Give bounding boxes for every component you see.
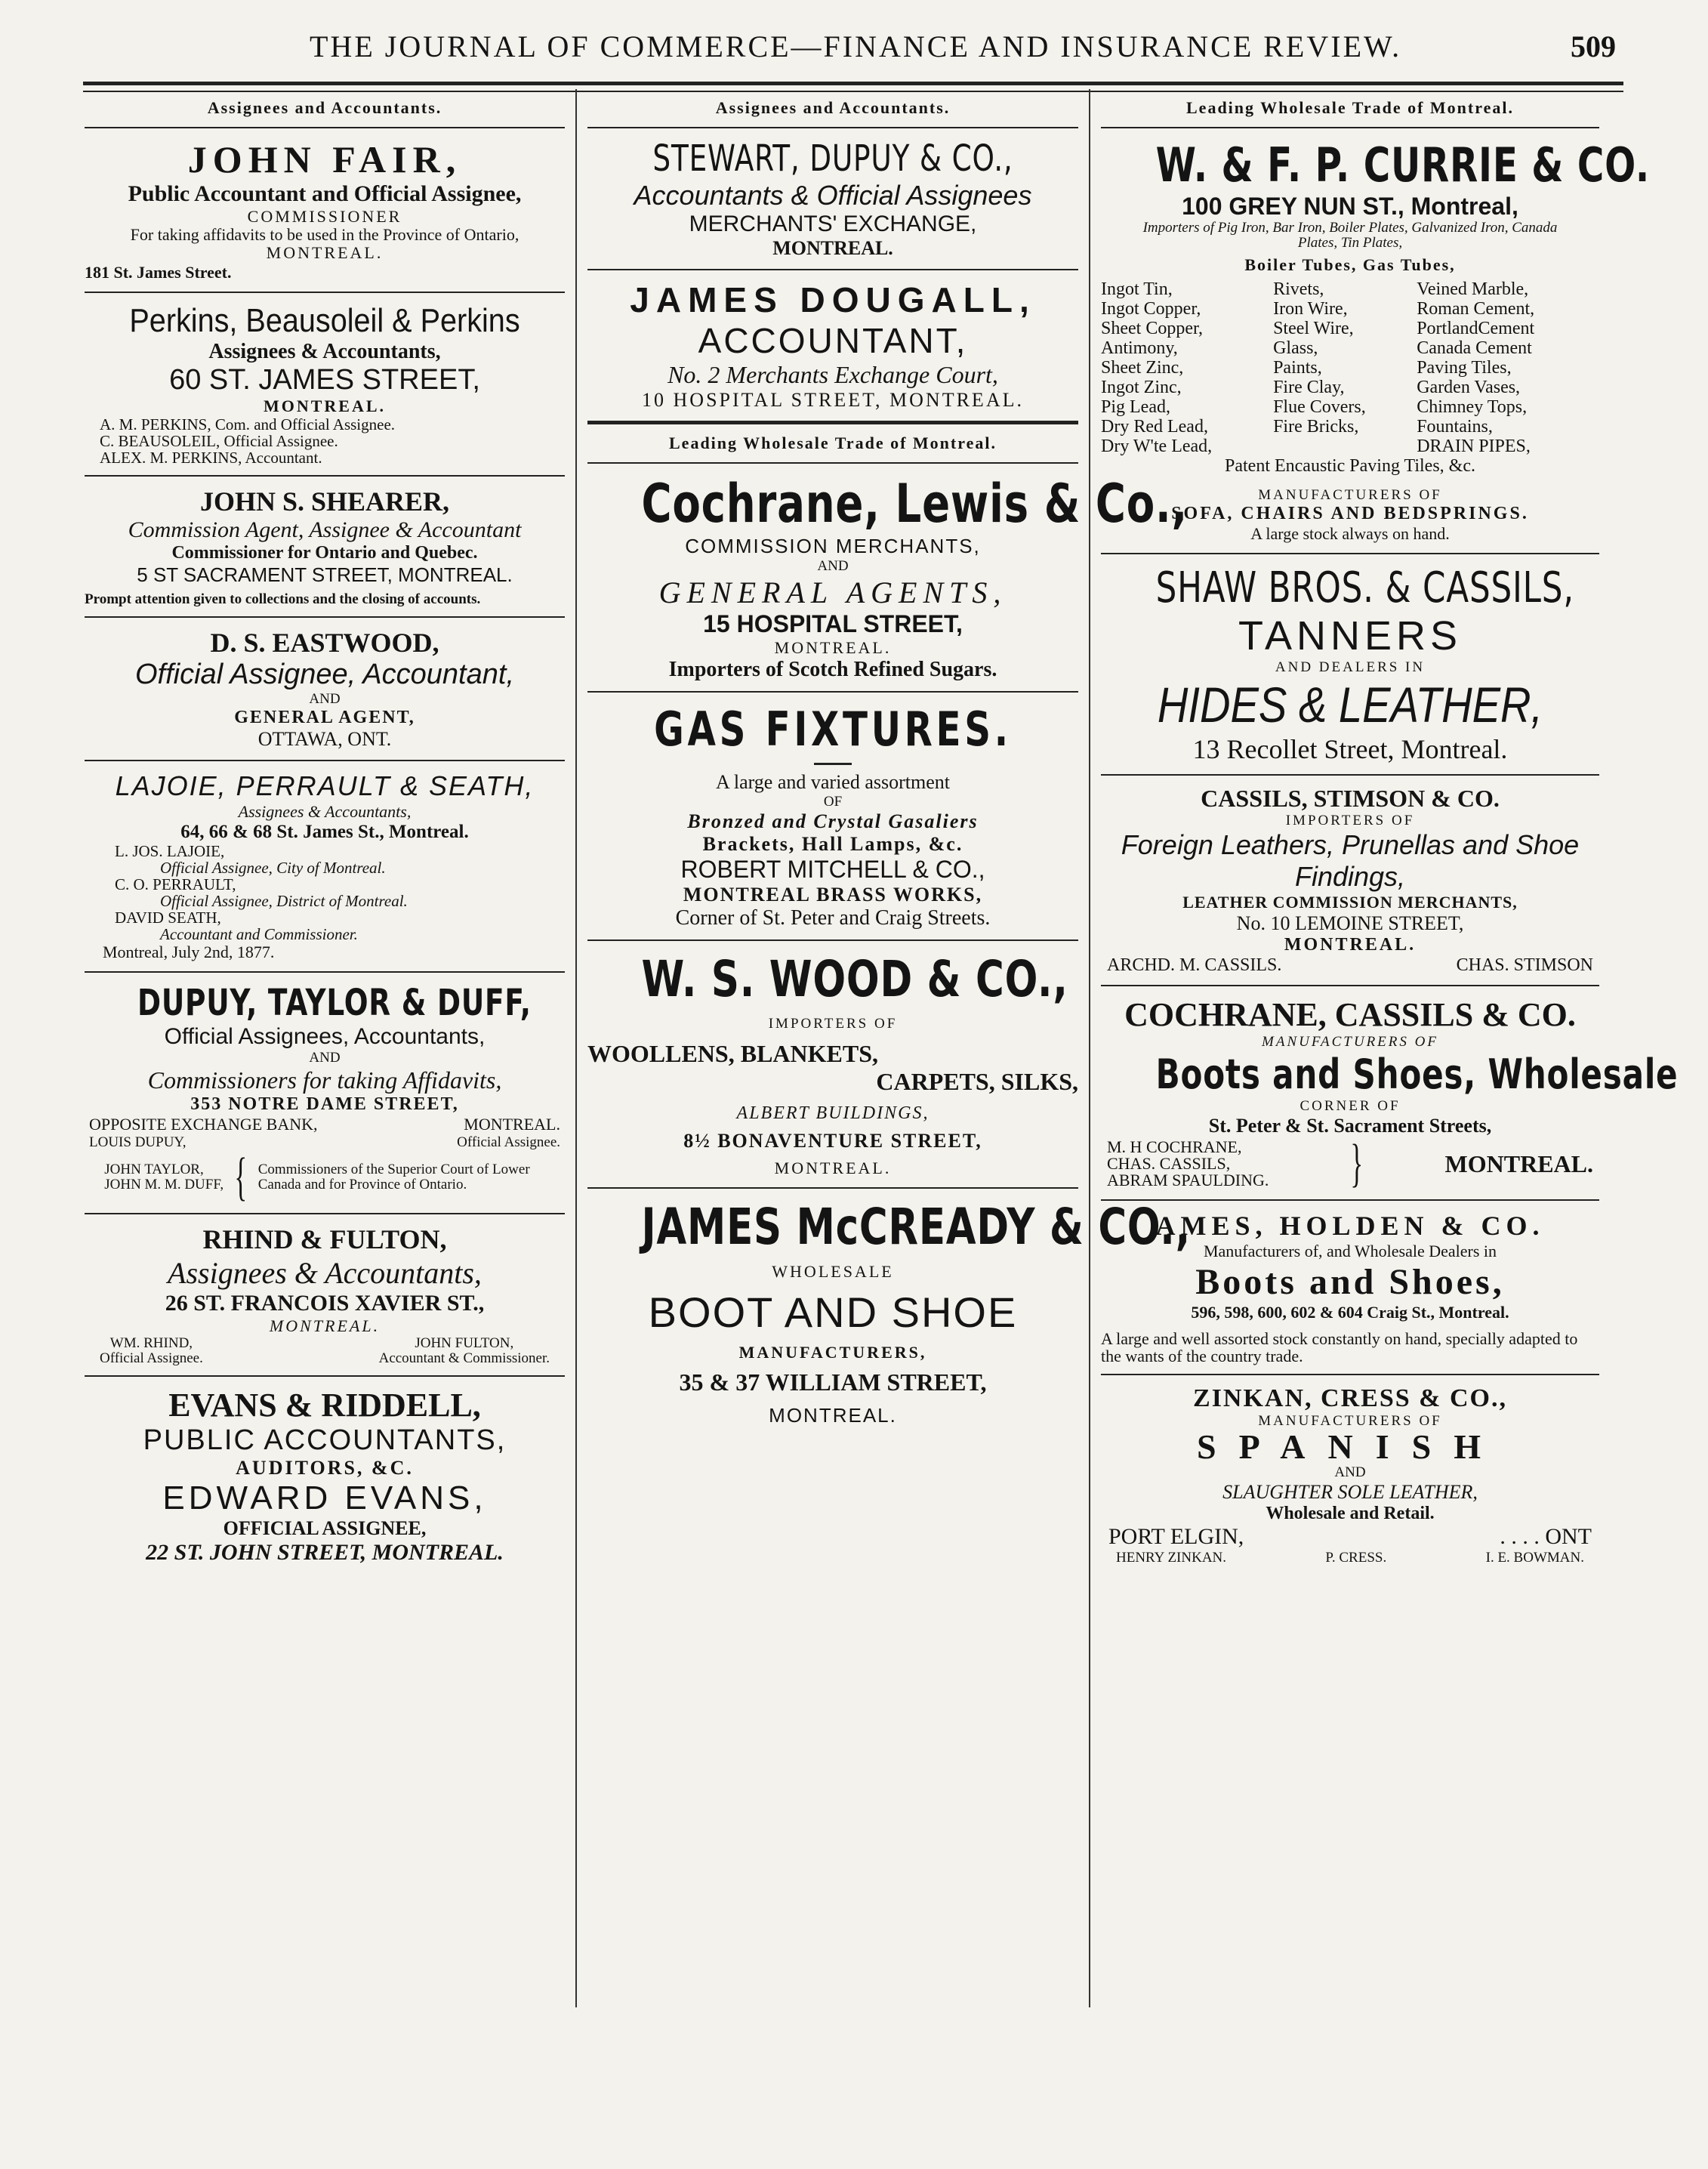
ad-shearer [85,486,565,607]
ad-line: 10 HOSPITAL STREET, MONTREAL. [642,389,1024,411]
ad-line: MONTREAL. [1284,935,1417,955]
ad-line: 8½ BONAVENTURE STREET, [683,1130,982,1152]
ad-line: Commissioners for taking Affidavits, [147,1066,502,1094]
ad-line: SLAUGHTER SOLE LEATHER, [1222,1481,1478,1503]
divider [85,1375,565,1377]
ad-line: 353 NOTRE DAME STREET, [190,1094,459,1114]
ad-line: MANUFACTURERS OF [1258,487,1442,503]
divider [85,971,565,973]
ad-line: CHAS. STIMSON [1456,955,1593,975]
ad-line: 100 GREY NUN ST., Montreal, [1182,193,1518,220]
ad-name: D. S. EASTWOOD, [210,628,439,658]
goods-row [1101,397,1599,417]
ad-line: ARCHD. M. CASSILS. [1107,955,1282,975]
ad-line: I. E. BOWMAN. [1485,1550,1584,1566]
ad-line: AND DEALERS IN [1275,659,1426,675]
divider [587,421,1078,424]
ad-rhind-fulton [85,1223,565,1366]
goods-row [1101,358,1599,378]
ad-line: MONTREAL BRASS WORKS, [683,884,983,906]
ad-line: HIDES & LEATHER, [1157,677,1543,733]
goods-row [1101,279,1599,299]
ad-line: 26 ST. FRANCOIS XAVIER ST., [165,1291,485,1316]
journal-title: THE JOURNAL OF COMMERCE—FINANCE AND INSURANCE REVIEW. [310,29,1402,63]
divider [1101,1199,1599,1201]
ad-line: No. 10 LEMOINE STREET, [1236,912,1464,934]
ad-line: Public Accountant and Official Assignee, [128,181,522,206]
ad-line: MONTREAL. [263,396,387,415]
goods-item: Ingot Zinc, [1101,378,1182,397]
divider [1101,1374,1599,1375]
ad-line: AND [309,1050,341,1066]
ad-line: 181 St. James Street. [85,263,232,282]
ad-cochrane-cassils [1101,995,1679,1192]
divider [587,127,1078,128]
goods-item: Antimony, [1101,338,1178,358]
brace-glyph: } [1350,1134,1364,1192]
ad-line: ACCOUNTANT, [698,321,968,360]
goods-row [1101,299,1599,319]
divider [587,939,1078,941]
ad-cassils-stimson [1101,785,1599,976]
goods-item: Pig Lead, [1101,397,1170,417]
ad-line: C. O. PERRAULT, [115,875,236,893]
ad-line: Manufacturers of, and Wholesale Dealers in [1203,1242,1497,1260]
goods-item: Ingot Tin, [1101,279,1173,299]
ad-line: ALBERT BUILDINGS, [736,1103,930,1123]
ad-lajoie [85,770,565,962]
goods-item: Ingot Copper, [1101,299,1201,319]
ad-line: 64, 66 & 68 St. James St., Montreal. [180,822,469,842]
ad-line: Official Assignee, City of Montreal. [160,859,386,877]
divider [85,127,565,128]
goods-item: Dry Red Lead, [1101,417,1208,437]
goods-item: Dry W'te Lead, [1101,437,1213,456]
ad-currie [1101,137,1651,544]
ad-name: COCHRANE, CASSILS & CO. [1124,996,1576,1033]
ad-name: ZINKAN, CRESS & CO., [1193,1384,1507,1412]
divider [1101,985,1599,986]
ad-line: OFFICIAL ASSIGNEE, [223,1517,427,1539]
ad-ws-wood [587,950,1078,1178]
ad-john-fair [85,137,565,282]
ad-line: ROBERT MITCHELL & CO., [680,856,985,883]
section-title: Assignees and Accountants. [715,98,951,117]
ad-name: DUPUY, TAYLOR & DUFF, [137,982,532,1024]
ad-line: JOHN FULTON, [415,1335,514,1351]
ad-line: OTTAWA, ONT. [257,728,392,750]
section-title: Leading Wholesale Trade of Montreal. [1186,98,1514,117]
ad-line: SPANISH [1197,1427,1503,1466]
ad-line: MONTREAL. [269,1316,381,1335]
ad-line: Importers of Pig Iron, Bar Iron, Boiler Plates, Galvanized Iron, Canada Plates, Tin Plates, [1142,220,1558,251]
short-rule [814,763,852,765]
ad-line: Boiler Tubes, Gas Tubes, [1244,255,1456,274]
ad-line: A large and varied assortment [716,771,950,793]
ad-line: IMPORTERS OF [1285,813,1415,828]
ad-name: Perkins, Beausoleil & Perkins [129,302,520,339]
ad-line: Assignees & Accountants, [238,802,412,821]
ad-line: MONTREAL. [464,1115,560,1134]
ad-name: CASSILS, STIMSON & CO. [1201,785,1500,812]
divider [1101,127,1599,128]
ad-line: WM. RHIND, [109,1335,193,1351]
goods-item [1273,437,1417,456]
ad-line: A. M. PERKINS, Com. and Official Assignee. [100,415,396,433]
ad-name: LAJOIE, PERRAULT & SEATH, [115,770,535,801]
goods-item: PortlandCement [1417,319,1535,338]
goods-item: Chimney Tops, [1417,397,1528,417]
ad-line: LEATHER COMMISSION MERCHANTS, [1182,893,1518,912]
goods-row [1101,417,1599,437]
ad-line: Foreign Leathers, Prunellas and Shoe Findings, [1121,829,1580,892]
ad-line: Prompt attention given to collections and the closing of accounts. [85,591,481,607]
section-title: Assignees and Accountants. [207,98,442,117]
ad-line: Bronzed and Crystal Gasaliers [687,810,979,832]
section-heading [587,98,1078,118]
ad-line: 35 & 37 WILLIAM STREET, [679,1368,987,1396]
ad-line: LOUIS DUPUY, [89,1134,187,1150]
ad-line: Official Assignees, Accountants, [164,1024,486,1049]
divider [587,1187,1078,1189]
goods-item: Glass, [1273,338,1318,358]
column-divider [1089,89,1090,2007]
divider [85,1213,565,1214]
ad-line: MONTREAL. [774,1159,892,1177]
ad-cochrane-lewis [587,473,1189,682]
ad-eastwood [85,627,565,751]
ad-line: OPPOSITE EXCHANGE BANK, [89,1115,318,1134]
goods-item: Garden Vases, [1417,378,1521,397]
ad-line: OF [823,794,843,810]
goods-item: Canada Cement [1417,338,1532,358]
brace-glyph: { [234,1148,248,1206]
ad-line: Wholesale and Retail. [1266,1504,1435,1523]
ad-line: C. BEAUSOLEIL, Official Assignee. [100,432,338,450]
ad-line: COMMISSIONER [247,207,402,226]
ad-line: Boots and Shoes, [1195,1262,1505,1302]
ad-line: MONTREAL. [769,1404,897,1427]
ad-line: Montreal, July 2nd, 1877. [103,943,275,961]
ad-line: MERCHANTS' EXCHANGE, [689,211,977,236]
ad-name: JAMES McCREADY & CO., [641,1198,1191,1256]
ad-line: A large stock always on hand. [1250,524,1450,543]
ad-line: IMPORTERS OF [768,1016,898,1032]
divider [85,292,565,293]
goods-item: Fire Clay, [1273,378,1345,397]
ad-line: CARPETS, SILKS, [876,1068,1078,1095]
ad-line: ALEX. M. PERKINS, Accountant. [100,449,322,467]
ad-line: L. JOS. LAJOIE, [115,842,225,860]
goods-item: Veined Marble, [1417,279,1529,299]
ad-stewart-dupuy [587,137,1078,260]
ad-name: EVANS & RIDDELL, [168,1387,481,1424]
ad-line: GENERAL AGENT, [234,708,415,727]
ad-line: DAVID SEATH, [115,909,221,927]
section-heading [587,433,1078,453]
ad-line: Boots and Shoes, Wholesale [1155,1051,1679,1098]
ad-ames-holden [1101,1210,1599,1365]
ad-line: COMMISSION MERCHANTS, [685,535,981,557]
ad-line: Accountant and Commissioner. [160,925,358,943]
ad-line: MONTREAL. [772,237,893,259]
ad-line: 60 ST. JAMES STREET, [169,364,480,396]
section-heading [85,98,565,118]
divider [1101,553,1599,554]
column-3 [1101,97,1679,2015]
ad-name: W. & F. P. CURRIE & CO. [1155,137,1651,193]
ad-line: No. 2 Merchants Exchange Court, [667,361,998,388]
ad-name: JAMES DOUGALL, [630,280,1036,319]
ad-perkins [85,302,565,466]
divider [85,475,565,477]
goods-list [1101,279,1599,456]
ad-line: MANUFACTURERS OF [1262,1034,1438,1050]
ad-evans-riddell [85,1386,565,1566]
ad-line: MANUFACTURERS, [738,1343,927,1362]
ad-line: MANUFACTURERS OF [1258,1413,1442,1429]
ad-name: JOHN FAIR, [187,138,462,180]
ad-james-dougall [587,279,1078,412]
divider [1101,774,1599,776]
ad-line: 596, 598, 600, 602 & 604 Craig St., Montreal. [1191,1303,1509,1322]
ad-line: Patent Encaustic Paving Tiles, &c. [1225,456,1475,476]
ad-line: MONTREAL. [1444,1149,1593,1177]
ad-name: SHAW BROS. & CASSILS, [1155,563,1574,612]
divider [587,462,1078,464]
ad-line: Commission Agent, Assignee & Accountant [128,517,522,542]
ad-dupuy-taylor [85,982,565,1204]
goods-item: Fire Bricks, [1273,417,1359,437]
divider [85,760,565,761]
goods-row [1101,437,1599,456]
page-number: 509 [1571,29,1616,63]
goods-item: Paints, [1273,358,1322,378]
section-heading [1101,98,1599,118]
goods-item: Paving Tiles, [1417,358,1512,378]
ad-line: 15 HOSPITAL STREET, [703,610,963,637]
goods-item: DRAIN PIPES, [1417,437,1531,456]
goods-item: Sheet Copper, [1101,319,1204,338]
ad-line: PUBLIC ACCOUNTANTS, [143,1424,507,1456]
ad-line: JOHN TAYLOR, [104,1162,204,1177]
ad-line: M. H COCHRANE, [1107,1137,1242,1156]
ad-line: WOOLLENS, BLANKETS, [587,1040,878,1067]
ad-line: AND [817,558,849,574]
ad-line: 13 Recollet Street, Montreal. [1192,734,1508,764]
ad-line: MONTREAL. [774,638,892,657]
ad-line: Official Assignee, District of Montreal. [160,892,408,910]
ad-line: Brackets, Hall Lamps, &c. [702,833,963,855]
ad-line: Corner of St. Peter and Craig Streets. [675,906,991,930]
ad-line: AND [309,691,341,707]
ad-line: HENRY ZINKAN. [1116,1550,1227,1566]
ad-line: Official Assignee. [100,1350,203,1366]
ad-line: AUDITORS, &C. [236,1457,414,1479]
ad-line: SOFA, CHAIRS AND BEDSPRINGS. [1171,504,1529,523]
ad-mccready [587,1198,1191,1427]
ad-line: A large and well assorted stock constantly on hand, specially adapted to the wants of the country trade. [1101,1329,1578,1365]
ad-line: Accountants & Official Assignees [634,180,1032,211]
goods-item: Iron Wire, [1273,299,1348,319]
ad-line: PORT ELGIN, [1108,1524,1244,1549]
divider [587,691,1078,693]
ad-line: Importers of Scotch Refined Sugars. [668,658,997,681]
column-1 [85,97,565,2015]
ad-name: Cochrane, Lewis & Co., [641,473,1189,535]
ad-name: AMES, HOLDEN & CO. [1155,1211,1545,1241]
ad-line: 22 ST. JOHN STREET, MONTREAL. [146,1540,504,1565]
goods-row [1101,378,1599,397]
ad-line: Official Assignee, Accountant, [135,659,514,690]
ad-line: . . . . ONT [1500,1524,1592,1549]
section-title: Leading Wholesale Trade of Montreal. [669,433,997,452]
page-header [83,29,1616,74]
ad-line: ABRAM SPAULDING. [1107,1171,1269,1189]
ad-shaw-bros [1101,563,1599,765]
goods-item: Fountains, [1417,417,1493,437]
header-rule-thin [83,91,1623,92]
ad-line: P. CRESS. [1325,1550,1387,1566]
divider [587,269,1078,270]
goods-item: Roman Cement, [1417,299,1535,319]
goods-item: Sheet Zinc, [1101,358,1184,378]
ad-line: Accountant & Commissioner. [378,1350,550,1366]
goods-item: Rivets, [1273,279,1324,299]
column-divider [575,89,577,2007]
ad-line: GENERAL AGENTS, [658,575,1007,609]
ad-line: WHOLESALE [772,1262,894,1281]
goods-item: Flue Covers, [1273,397,1366,417]
goods-row [1101,319,1599,338]
ad-line: Commissioner for Ontario and Quebec. [171,543,478,563]
header-rule [83,82,1623,85]
ad-line: Assignees & Accountants, [208,340,441,363]
ad-name: W. S. WOOD & CO., [641,950,1068,1008]
ad-name: JOHN S. SHEARER, [199,486,450,517]
ad-line: CORNER OF [1299,1098,1401,1114]
ad-zinkan-cress [1101,1384,1599,1566]
ad-line: 5 ST SACRAMENT STREET, MONTREAL. [137,563,513,586]
goods-row [1101,338,1599,358]
ad-line: TANNERS [1238,613,1463,659]
ad-line: Official Assignee. [457,1134,560,1150]
ad-line: MONTREAL. [266,243,384,262]
ad-name: GAS FIXTURES. [654,702,1012,757]
ad-line: EDWARD EVANS, [162,1479,487,1516]
ad-line: St. Peter & St. Sacrament Streets, [1208,1115,1492,1137]
ad-line: For taking affidavits to be used in the Province of Ontario, [130,225,519,244]
ad-line: BOOT AND SHOE [648,1288,1018,1336]
ad-line: CHAS. CASSILS, [1107,1154,1231,1173]
divider [85,616,565,618]
ad-line: Commissioners of the Superior Court of Lower Canada and for Province of Ontario. [257,1162,530,1192]
ad-line: Assignees & Accountants, [168,1256,482,1290]
ad-name: STEWART, DUPUY & CO., [652,137,1013,180]
ad-gas-fixtures [587,702,1078,930]
goods-item: Steel Wire, [1273,319,1354,338]
ad-name: RHIND & FULTON, [202,1224,447,1254]
ad-line: AND [1334,1464,1366,1480]
ad-line: JOHN M. M. DUFF, [104,1177,224,1192]
